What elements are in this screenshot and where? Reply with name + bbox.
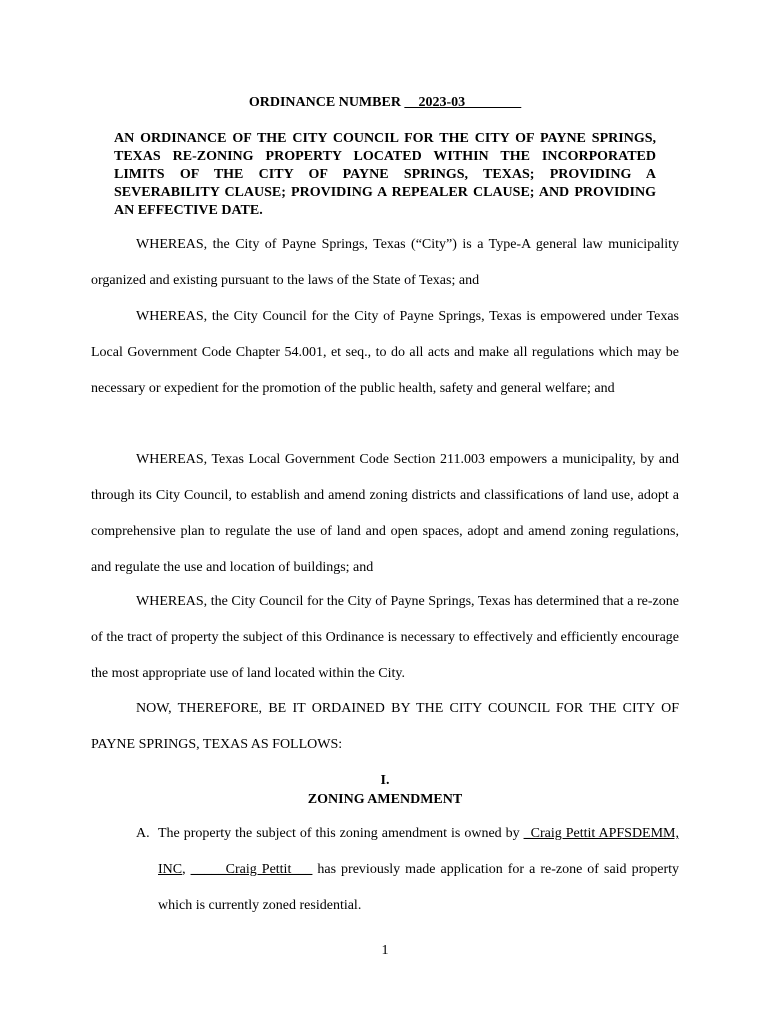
ordinance-caption: AN ORDINANCE OF THE CITY COUNCIL FOR THE CITY OF PAYNE SPRINGS, TEXAS RE-ZONING PROPERTY LOCATED WITHIN THE INCORPORATED LIMITS OF THE CITY OF PAYNE SPRINGS, TEXAS; PROVIDING A SEVERABILITY CLAUSE; PROVIDING A REPEALER CLAUSE; AND PROVIDING AN EFFECTIVE DATE. [114,131,656,218]
ordinance-title-prefix: ORDINANCE NUMBER [248,95,405,110]
whereas-paragraph-3: WHEREAS, Texas Local Government Code Section 211.003 empowers a municipality, by and through its City Council, to establish and amend zoning districts and classifications of land use, adopt a comprehensive plan to regulate the use of land and open spaces, adopt and amend zoning regulations, and regulate the use and location of buildings; and [91,452,679,575]
item-a-text-1: The property the subject of this zoning amendment is owned by [158,826,524,841]
item-a-label: A. [136,826,150,841]
item-a-text-2: , [182,862,191,877]
whereas-paragraph-1: WHEREAS, the City of Payne Springs, Texas (“City”) is a Type-A general law municipality organized and existing pursuant to the laws of the State of Texas; and [91,237,679,288]
whereas-paragraph-2: WHEREAS, the City Council for the City of Payne Springs, Texas is empowered under Texas Local Government Code Chapter 54.001, et seq., to do all acts and make all regulations which may be necessary or expedient for the promotion of the public health, safety and general welfare; and [91,309,679,396]
whereas-paragraph-4: WHEREAS, the City Council for the City of Payne Springs, Texas has determined that a re-zone of the tract of property the subject of this Ordinance is necessary to effectively and efficiently encourage the most appropriate use of land located within the City. [91,594,679,681]
item-a-owner: _Craig Pettit APFSDEMM, INC [158,826,680,877]
ordained-paragraph: NOW, THEREFORE, BE IT ORDAINED BY THE CITY COUNCIL FOR THE CITY OF PAYNE SPRINGS, TEXAS AS FOLLOWS: [91,701,679,752]
item-a [136,816,679,924]
ordinance-title [0,95,770,111]
section-numeral: I. [380,773,390,788]
ordinance-number: __2023-03________ [404,95,522,110]
item-a-body [158,816,679,924]
page-number: 1 [381,943,389,958]
item-a-applicant: _____Craig Pettit___ [190,862,313,877]
item-a-text-3: has previously made application for a re-zone of said property which is currently zoned residential. [158,862,679,913]
section-heading: ZONING AMENDMENT [307,792,463,807]
